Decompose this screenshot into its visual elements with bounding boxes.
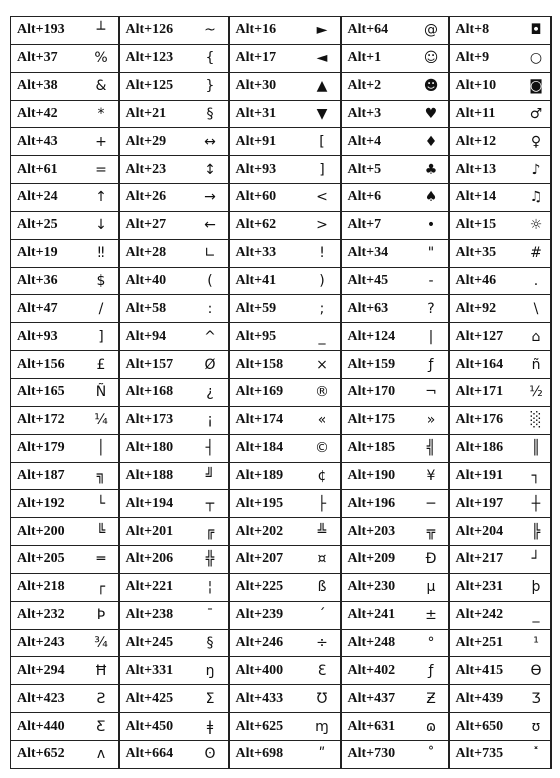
table-row xyxy=(11,462,551,490)
table-row xyxy=(11,267,551,295)
table-row xyxy=(11,100,551,128)
alt-code-symbol: ► xyxy=(305,17,341,45)
alt-code-symbol: µ xyxy=(415,573,449,601)
alt-code: Alt+38 xyxy=(11,72,85,100)
table-row xyxy=(11,518,551,546)
alt-code: Alt+1 xyxy=(341,44,415,72)
alt-code-symbol: ¯ xyxy=(193,601,229,629)
alt-code-symbol: ¢ xyxy=(305,462,341,490)
alt-code: Alt+218 xyxy=(11,573,85,601)
alt-code: Alt+169 xyxy=(229,378,305,406)
alt-code-symbol: ═ xyxy=(85,546,119,574)
alt-code: Alt+30 xyxy=(229,72,305,100)
alt-code-symbol: ╬ xyxy=(193,546,229,574)
alt-code-symbol: » xyxy=(415,406,449,434)
alt-code-symbol: ╔ xyxy=(193,518,229,546)
table-row xyxy=(11,601,551,629)
alt-code-symbol: ¬ xyxy=(415,378,449,406)
alt-code: Alt+200 xyxy=(11,518,85,546)
table-row xyxy=(11,434,551,462)
alt-code: Alt+5 xyxy=(341,156,415,184)
table-row xyxy=(11,323,551,351)
alt-code-symbol: ☼ xyxy=(523,211,551,239)
alt-code: Alt+238 xyxy=(119,601,193,629)
alt-code: Alt+294 xyxy=(11,657,85,685)
alt-code-symbol: ┐ xyxy=(523,462,551,490)
alt-code-symbol: Ñ xyxy=(85,378,119,406)
alt-code: Alt+242 xyxy=(449,601,523,629)
alt-code-symbol: ┴ xyxy=(85,17,119,45)
alt-code-symbol: ☻ xyxy=(415,72,449,100)
alt-code-symbol: × xyxy=(305,351,341,379)
alt-code-symbol: ÷ xyxy=(305,629,341,657)
alt-code: Alt+168 xyxy=(119,378,193,406)
alt-code-symbol: Đ xyxy=(415,546,449,574)
alt-code: Alt+205 xyxy=(11,546,85,574)
alt-code-symbol: Ɵ xyxy=(523,657,551,685)
alt-code-symbol: ǂ xyxy=(193,713,229,741)
alt-code: Alt+170 xyxy=(341,378,415,406)
alt-code: Alt+184 xyxy=(229,434,305,462)
alt-code: Alt+8 xyxy=(449,17,523,45)
alt-code: Alt+123 xyxy=(119,44,193,72)
alt-code: Alt+26 xyxy=(119,184,193,212)
alt-code: Alt+43 xyxy=(11,128,85,156)
alt-code-symbol: ↔ xyxy=(193,128,229,156)
alt-code-symbol: : xyxy=(193,295,229,323)
alt-code-symbol: $ xyxy=(85,267,119,295)
alt-code-symbol: ▲ xyxy=(305,72,341,100)
alt-code-symbol: | xyxy=(415,323,449,351)
alt-code-symbol: / xyxy=(85,295,119,323)
alt-code-symbol: ´ xyxy=(305,601,341,629)
table-row xyxy=(11,490,551,518)
alt-code: Alt+402 xyxy=(341,657,415,685)
alt-code-symbol: Ɛ xyxy=(305,657,341,685)
alt-code-symbol: ! xyxy=(305,239,341,267)
alt-code-symbol: ┘ xyxy=(523,546,551,574)
table-row xyxy=(11,546,551,574)
table-row xyxy=(11,211,551,239)
alt-code: Alt+157 xyxy=(119,351,193,379)
alt-code-symbol: ┌ xyxy=(85,573,119,601)
alt-code: Alt+195 xyxy=(229,490,305,518)
alt-code: Alt+652 xyxy=(11,740,85,768)
table-row xyxy=(11,740,551,768)
alt-code: Alt+29 xyxy=(119,128,193,156)
alt-code: Alt+437 xyxy=(341,685,415,713)
alt-code-symbol: ◘ xyxy=(523,17,551,45)
alt-code: Alt+16 xyxy=(229,17,305,45)
alt-code: Alt+93 xyxy=(11,323,85,351)
alt-code: Alt+10 xyxy=(449,72,523,100)
alt-code: Alt+24 xyxy=(11,184,85,212)
alt-code: Alt+171 xyxy=(449,378,523,406)
alt-code-symbol: ♂ xyxy=(523,100,551,128)
alt-code: Alt+650 xyxy=(449,713,523,741)
alt-code-symbol: © xyxy=(305,434,341,462)
alt-code-symbol: ˟ xyxy=(523,740,551,768)
alt-code: Alt+232 xyxy=(11,601,85,629)
alt-code-symbol: + xyxy=(85,128,119,156)
alt-code: Alt+193 xyxy=(11,17,85,45)
alt-code-symbol: ♀ xyxy=(523,128,551,156)
alt-code: Alt+2 xyxy=(341,72,415,100)
alt-code-symbol: ⌂ xyxy=(523,323,551,351)
alt-code: Alt+94 xyxy=(119,323,193,351)
alt-code-symbol: ? xyxy=(415,295,449,323)
alt-code-symbol: þ xyxy=(523,573,551,601)
alt-code: Alt+92 xyxy=(449,295,523,323)
alt-code: Alt+735 xyxy=(449,740,523,768)
alt-code-symbol: ╚ xyxy=(85,518,119,546)
alt-code: Alt+175 xyxy=(341,406,415,434)
alt-code: Alt+23 xyxy=(119,156,193,184)
alt-code-symbol: Ʒ xyxy=(523,685,551,713)
alt-code: Alt+25 xyxy=(11,211,85,239)
alt-code: Alt+11 xyxy=(449,100,523,128)
alt-code: Alt+46 xyxy=(449,267,523,295)
alt-code-symbol: ♠ xyxy=(415,184,449,212)
alt-code-symbol: % xyxy=(85,44,119,72)
alt-code: Alt+15 xyxy=(449,211,523,239)
alt-code-symbol: ╣ xyxy=(415,434,449,462)
alt-code-symbol: < xyxy=(305,184,341,212)
table-row xyxy=(11,406,551,434)
alt-code-symbol: ɷ xyxy=(415,713,449,741)
alt-code: Alt+91 xyxy=(229,128,305,156)
alt-code-symbol: ♣ xyxy=(415,156,449,184)
alt-code: Alt+217 xyxy=(449,546,523,574)
alt-code-symbol: ┤ xyxy=(193,434,229,462)
alt-code: Alt+730 xyxy=(341,740,415,768)
alt-code-symbol: ¦ xyxy=(193,573,229,601)
alt-code: Alt+165 xyxy=(11,378,85,406)
alt-code: Alt+173 xyxy=(119,406,193,434)
alt-code-symbol: ʌ xyxy=(85,740,119,768)
alt-code: Alt+331 xyxy=(119,657,193,685)
table-row xyxy=(11,72,551,100)
alt-code: Alt+93 xyxy=(229,156,305,184)
alt-code: Alt+64 xyxy=(341,17,415,45)
table-row xyxy=(11,156,551,184)
alt-code: Alt+41 xyxy=(229,267,305,295)
alt-code-symbol: " xyxy=(415,239,449,267)
alt-code-symbol: ▼ xyxy=(305,100,341,128)
alt-code-symbol: = xyxy=(85,156,119,184)
alt-code-symbol: ↑ xyxy=(85,184,119,212)
table-row xyxy=(11,239,551,267)
alt-code-symbol: Þ xyxy=(85,601,119,629)
alt-code-symbol: ‼ xyxy=(85,239,119,267)
alt-code: Alt+415 xyxy=(449,657,523,685)
alt-code-symbol: ↓ xyxy=(85,211,119,239)
alt-code-symbol: ○ xyxy=(523,44,551,72)
table-row xyxy=(11,629,551,657)
alt-code-symbol: ˚ xyxy=(415,740,449,768)
alt-code-symbol: _ xyxy=(305,323,341,351)
alt-code: Alt+245 xyxy=(119,629,193,657)
alt-code: Alt+126 xyxy=(119,17,193,45)
alt-code: Alt+197 xyxy=(449,490,523,518)
alt-code: Alt+251 xyxy=(449,629,523,657)
alt-code: Alt+17 xyxy=(229,44,305,72)
alt-code: Alt+174 xyxy=(229,406,305,434)
alt-code: Alt+6 xyxy=(341,184,415,212)
alt-code: Alt+164 xyxy=(449,351,523,379)
alt-code: Alt+194 xyxy=(119,490,193,518)
alt-code-symbol: ☺ xyxy=(415,44,449,72)
alt-code: Alt+59 xyxy=(229,295,305,323)
alt-code-symbol: ¼ xyxy=(85,406,119,434)
alt-code-symbol: └ xyxy=(85,490,119,518)
alt-code-symbol: Ʊ xyxy=(305,685,341,713)
alt-code: Alt+230 xyxy=(341,573,415,601)
alt-code: Alt+439 xyxy=(449,685,523,713)
alt-code: Alt+400 xyxy=(229,657,305,685)
alt-code: Alt+60 xyxy=(229,184,305,212)
alt-code-symbol: ] xyxy=(305,156,341,184)
alt-code: Alt+156 xyxy=(11,351,85,379)
alt-code-symbol: → xyxy=(193,184,229,212)
alt-code-symbol: ɱ xyxy=(305,713,341,741)
alt-code: Alt+127 xyxy=(449,323,523,351)
alt-code: Alt+188 xyxy=(119,462,193,490)
alt-code-symbol: ├ xyxy=(305,490,341,518)
alt-code: Alt+13 xyxy=(449,156,523,184)
alt-code-symbol: ─ xyxy=(415,490,449,518)
alt-code-symbol: ƒ xyxy=(415,657,449,685)
alt-code: Alt+202 xyxy=(229,518,305,546)
table-row xyxy=(11,17,551,45)
table-row xyxy=(11,685,551,713)
alt-code-symbol: ¡ xyxy=(193,406,229,434)
alt-code: Alt+34 xyxy=(341,239,415,267)
alt-code: Alt+124 xyxy=(341,323,415,351)
alt-code: Alt+4 xyxy=(341,128,415,156)
alt-code-symbol: ┬ xyxy=(193,490,229,518)
alt-code-symbol: ¹ xyxy=(523,629,551,657)
alt-code: Alt+61 xyxy=(11,156,85,184)
alt-code: Alt+631 xyxy=(341,713,415,741)
alt-code-symbol: ; xyxy=(305,295,341,323)
alt-code-symbol: ] xyxy=(85,323,119,351)
alt-code-symbol: Ʃ xyxy=(193,685,229,713)
alt-code: Alt+37 xyxy=(11,44,85,72)
alt-code-symbol: ° xyxy=(415,629,449,657)
alt-code-symbol: ƒ xyxy=(415,351,449,379)
alt-code: Alt+225 xyxy=(229,573,305,601)
alt-code: Alt+221 xyxy=(119,573,193,601)
alt-code: Alt+196 xyxy=(341,490,415,518)
alt-code-symbol: ʺ xyxy=(305,740,341,768)
alt-code: Alt+3 xyxy=(341,100,415,128)
alt-code-symbol: ◙ xyxy=(523,72,551,100)
table-row xyxy=(11,184,551,212)
alt-code-symbol: ^ xyxy=(193,323,229,351)
alt-code-symbol: - xyxy=(415,267,449,295)
alt-code-symbol: ± xyxy=(415,601,449,629)
alt-code-symbol: ¿ xyxy=(193,378,229,406)
alt-code-symbol: ░ xyxy=(523,406,551,434)
alt-code-symbol: │ xyxy=(85,434,119,462)
alt-code: Alt+440 xyxy=(11,713,85,741)
alt-code-symbol: ╝ xyxy=(193,462,229,490)
alt-code: Alt+664 xyxy=(119,740,193,768)
alt-code-symbol: ← xyxy=(193,211,229,239)
alt-code: Alt+241 xyxy=(341,601,415,629)
alt-code: Alt+95 xyxy=(229,323,305,351)
alt-code: Alt+28 xyxy=(119,239,193,267)
alt-code-symbol: ║ xyxy=(523,434,551,462)
alt-code-symbol: ♫ xyxy=(523,184,551,212)
table-row xyxy=(11,128,551,156)
alt-code-symbol: ♦ xyxy=(415,128,449,156)
alt-code: Alt+33 xyxy=(229,239,305,267)
alt-code: Alt+698 xyxy=(229,740,305,768)
alt-code-symbol: ♪ xyxy=(523,156,551,184)
alt-code-symbol: ¾ xyxy=(85,629,119,657)
alt-code: Alt+201 xyxy=(119,518,193,546)
table-row xyxy=(11,295,551,323)
alt-code: Alt+207 xyxy=(229,546,305,574)
alt-code-symbol: ñ xyxy=(523,351,551,379)
alt-code: Alt+206 xyxy=(119,546,193,574)
alt-code-table xyxy=(10,16,552,769)
alt-code-symbol: > xyxy=(305,211,341,239)
alt-code: Alt+625 xyxy=(229,713,305,741)
alt-code-symbol: ♥ xyxy=(415,100,449,128)
alt-code: Alt+191 xyxy=(449,462,523,490)
table-row xyxy=(11,713,551,741)
alt-code-symbol: } xyxy=(193,72,229,100)
alt-code-symbol: ╩ xyxy=(305,518,341,546)
table-row xyxy=(11,44,551,72)
alt-code: Alt+187 xyxy=(11,462,85,490)
alt-code-symbol: ∟ xyxy=(193,239,229,267)
alt-code: Alt+204 xyxy=(449,518,523,546)
alt-code-symbol: £ xyxy=(85,351,119,379)
alt-code-symbol: ʊ xyxy=(523,713,551,741)
alt-code-symbol: Ƹ xyxy=(85,713,119,741)
alt-code-symbol: § xyxy=(193,100,229,128)
alt-code-symbol: ) xyxy=(305,267,341,295)
alt-code: Alt+239 xyxy=(229,601,305,629)
alt-code-symbol: \ xyxy=(523,295,551,323)
alt-code: Alt+14 xyxy=(449,184,523,212)
alt-code: Alt+186 xyxy=(449,434,523,462)
alt-code-symbol: • xyxy=(415,211,449,239)
alt-code-symbol: § xyxy=(193,629,229,657)
alt-code-symbol: . xyxy=(523,267,551,295)
alt-code-symbol: ½ xyxy=(523,378,551,406)
alt-code: Alt+63 xyxy=(341,295,415,323)
alt-code-symbol: ↕ xyxy=(193,156,229,184)
alt-code-symbol: ʘ xyxy=(193,740,229,768)
alt-code-symbol: ¤ xyxy=(305,546,341,574)
alt-code: Alt+35 xyxy=(449,239,523,267)
alt-code-symbol: ¥ xyxy=(415,462,449,490)
alt-code-symbol: ( xyxy=(193,267,229,295)
alt-code: Alt+243 xyxy=(11,629,85,657)
alt-code: Alt+203 xyxy=(341,518,415,546)
alt-code: Alt+450 xyxy=(119,713,193,741)
alt-code: Alt+12 xyxy=(449,128,523,156)
alt-code: Alt+180 xyxy=(119,434,193,462)
alt-code: Alt+425 xyxy=(119,685,193,713)
alt-code: Alt+159 xyxy=(341,351,415,379)
table-row xyxy=(11,657,551,685)
alt-code: Alt+19 xyxy=(11,239,85,267)
table-row xyxy=(11,351,551,379)
alt-code-symbol: @ xyxy=(415,17,449,45)
table-row xyxy=(11,573,551,601)
alt-code: Alt+179 xyxy=(11,434,85,462)
alt-code-symbol: _ xyxy=(523,601,551,629)
alt-code-symbol: Ƨ xyxy=(85,685,119,713)
alt-code: Alt+45 xyxy=(341,267,415,295)
alt-code: Alt+27 xyxy=(119,211,193,239)
alt-code: Alt+172 xyxy=(11,406,85,434)
alt-code: Alt+248 xyxy=(341,629,415,657)
alt-code-symbol: Ħ xyxy=(85,657,119,685)
alt-code-symbol: Ƶ xyxy=(415,685,449,713)
alt-code-table-body xyxy=(11,17,551,769)
alt-code: Alt+7 xyxy=(341,211,415,239)
alt-code: Alt+31 xyxy=(229,100,305,128)
alt-code-symbol: ŋ xyxy=(193,657,229,685)
alt-code-symbol: ┼ xyxy=(523,490,551,518)
alt-code-symbol: ╦ xyxy=(415,518,449,546)
alt-code-symbol: ß xyxy=(305,573,341,601)
alt-code-symbol: # xyxy=(523,239,551,267)
table-row xyxy=(11,378,551,406)
alt-code: Alt+231 xyxy=(449,573,523,601)
alt-code-symbol: ® xyxy=(305,378,341,406)
alt-code: Alt+209 xyxy=(341,546,415,574)
alt-code-symbol: ◄ xyxy=(305,44,341,72)
alt-code-symbol: { xyxy=(193,44,229,72)
alt-code: Alt+9 xyxy=(449,44,523,72)
alt-code: Alt+40 xyxy=(119,267,193,295)
alt-code-symbol: Ø xyxy=(193,351,229,379)
alt-code-symbol: & xyxy=(85,72,119,100)
alt-code: Alt+21 xyxy=(119,100,193,128)
alt-code: Alt+190 xyxy=(341,462,415,490)
alt-code: Alt+246 xyxy=(229,629,305,657)
alt-code: Alt+433 xyxy=(229,685,305,713)
alt-code: Alt+176 xyxy=(449,406,523,434)
alt-code: Alt+192 xyxy=(11,490,85,518)
alt-code: Alt+185 xyxy=(341,434,415,462)
alt-code-symbol: ╠ xyxy=(523,518,551,546)
alt-code-symbol: * xyxy=(85,100,119,128)
alt-code: Alt+36 xyxy=(11,267,85,295)
alt-code: Alt+42 xyxy=(11,100,85,128)
alt-code-symbol: ~ xyxy=(193,17,229,45)
alt-code: Alt+125 xyxy=(119,72,193,100)
alt-code-symbol: « xyxy=(305,406,341,434)
alt-code: Alt+423 xyxy=(11,685,85,713)
alt-code: Alt+62 xyxy=(229,211,305,239)
alt-code: Alt+58 xyxy=(119,295,193,323)
alt-code-symbol: ╗ xyxy=(85,462,119,490)
alt-code: Alt+47 xyxy=(11,295,85,323)
alt-code: Alt+158 xyxy=(229,351,305,379)
alt-code: Alt+189 xyxy=(229,462,305,490)
alt-code-symbol: [ xyxy=(305,128,341,156)
